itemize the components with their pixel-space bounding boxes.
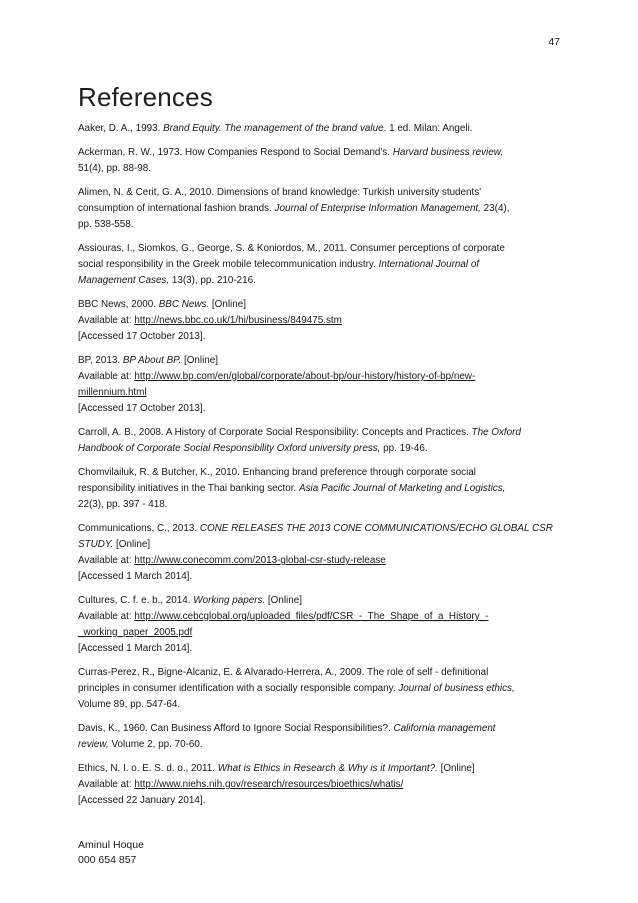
reference-text: Ackerman, R. W., 1973. How Companies Respond to Social Demand's. (78, 147, 393, 158)
reference-text: pp. 19-46. (380, 443, 428, 454)
footer-student-id: 000 654 857 (78, 854, 137, 866)
reference-text: [Accessed 1 March 2014]. (78, 643, 193, 654)
reference-line (78, 465, 562, 481)
reference-text: Alimen, N. & Cerit, G. A., 2010. Dimensions of brand knowledge: Turkish university students' (78, 187, 482, 198)
reference-title: Harvard business review, (392, 147, 504, 158)
reference-entry (78, 121, 562, 137)
reference-title: Journal of business ethics, (398, 683, 515, 694)
reference-text: [Accessed 17 October 2013]. (78, 331, 206, 342)
reference-text: Volume 89, pp. 547-64. (78, 699, 181, 710)
page-footer (78, 838, 144, 868)
reference-text: Carroll, A. B., 2008. A History of Corporate Social Responsibility: Concepts and Practices. (78, 427, 472, 438)
page-number: 47 (548, 36, 560, 48)
reference-link[interactable]: http://www.cebcglobal.org/uploaded_files/pdf/CSR_-_The_Shape_of_a_History_- (134, 611, 489, 622)
reference-text: BBC News, 2000. (78, 299, 159, 310)
reference-link[interactable]: _working_paper_2005.pdf (78, 627, 193, 638)
reference-title: STUDY. (78, 539, 114, 550)
reference-line (78, 697, 562, 713)
footer-author: Aminul Hoque (78, 839, 144, 851)
reference-line (78, 681, 562, 697)
reference-title: Brand Equity. The management of the brand value (163, 123, 384, 134)
reference-line (78, 313, 562, 329)
reference-text: [Online] (181, 355, 218, 366)
reference-text: Available at: (78, 315, 135, 326)
reference-text: Cultures, C. f. e. b., 2014. (78, 595, 194, 606)
reference-entry (78, 353, 562, 417)
reference-text: 22(3), pp. 397 - 418. (78, 499, 168, 510)
reference-text: [Online] (209, 299, 246, 310)
reference-line (78, 257, 562, 273)
reference-entry (78, 241, 562, 289)
reference-text: responsibility initiatives in the Thai banking sector. (78, 483, 300, 494)
reference-entry (78, 665, 562, 713)
reference-link[interactable]: http://www.niehs.nih.gov/research/resources/bioethics/whatis/ (134, 779, 404, 790)
reference-title: review, (78, 739, 109, 750)
reference-line (78, 593, 562, 609)
reference-line (78, 401, 562, 417)
reference-text: principles in consumer identification with a socially responsible company. (78, 683, 399, 694)
reference-line (78, 241, 562, 257)
reference-text: pp. 538-558. (78, 219, 134, 230)
reference-title: Asia Pacific Journal of Marketing and Logistics, (299, 483, 506, 494)
reference-line (78, 297, 562, 313)
reference-title: Journal of Enterprise Information Management, (274, 203, 481, 214)
reference-line (78, 145, 562, 161)
reference-entry (78, 185, 562, 233)
reference-line (78, 537, 562, 553)
reference-text: 51(4), pp. 88-98. (78, 163, 152, 174)
reference-line (78, 761, 562, 777)
reference-line (78, 777, 562, 793)
reference-text: Curras-Perez, R., Bigne-Alcaniz, E. & Alvarado-Herrera, A., 2009. The role of self - definitional (78, 667, 489, 678)
reference-text: . 1 ed. Milan: Angeli. (383, 123, 473, 134)
reference-text: Available at: (78, 611, 135, 622)
reference-text: [Online] (113, 539, 151, 550)
reference-text: Communications, C., 2013. (78, 523, 200, 534)
reference-link[interactable]: http://www.bp.com/en/global/corporate/about-bp/our-history/history-of-bp/new- (134, 371, 476, 382)
reference-entry (78, 425, 562, 457)
reference-line (78, 569, 562, 585)
reference-text: [Accessed 17 October 2013]. (78, 403, 206, 414)
reference-line (78, 273, 562, 289)
reference-text: Davis, K., 1960. Can Business Afford to Ignore Social Responsibilities?. (78, 723, 394, 734)
reference-line (78, 665, 562, 681)
reference-line (78, 609, 562, 625)
references-heading: References (78, 82, 213, 112)
reference-title: California management (393, 723, 496, 734)
reference-line (78, 793, 562, 809)
reference-text: [Online] (265, 595, 302, 606)
reference-entry (78, 761, 562, 809)
reference-title: What is Ethics in Research & Why is it Important?. (217, 763, 438, 774)
reference-entry (78, 721, 562, 753)
reference-text: Volume 2, pp. 70-60. (108, 739, 203, 750)
reference-line (78, 121, 562, 137)
reference-title: BP About BP. (122, 355, 182, 366)
reference-list (78, 121, 562, 817)
reference-text: Ethics, N. I. o. E. S. d. o., 2011. (78, 763, 218, 774)
reference-link[interactable]: http://news.bbc.co.uk/1/hi/business/849475.stm (134, 315, 342, 326)
reference-entry (78, 297, 562, 345)
reference-title: International Journal of (378, 259, 480, 270)
reference-line (78, 201, 562, 217)
reference-title: Working papers. (193, 595, 266, 606)
reference-line (78, 385, 562, 401)
reference-line (78, 369, 562, 385)
reference-line (78, 161, 562, 177)
reference-line (78, 481, 562, 497)
reference-entry (78, 465, 562, 513)
reference-line (78, 553, 562, 569)
reference-line (78, 353, 562, 369)
reference-line (78, 737, 562, 753)
reference-line (78, 217, 562, 233)
reference-line (78, 721, 562, 737)
reference-title: The Oxford (471, 427, 521, 438)
reference-line (78, 329, 562, 345)
reference-line (78, 521, 562, 537)
reference-title: BBC News. (158, 299, 210, 310)
reference-text: [Online] (437, 763, 475, 774)
reference-entry (78, 145, 562, 177)
reference-text: consumption of international fashion brands. (78, 203, 275, 214)
reference-entry (78, 521, 562, 585)
reference-text: Chomvilailuk, R. & Butcher, K., 2010. Enhancing brand preference through corporate social (78, 467, 476, 478)
reference-text: Available at: (78, 779, 135, 790)
reference-text: social responsibility in the Greek mobile telecommunication industry. (78, 259, 379, 270)
reference-text: 23(4), (480, 203, 510, 214)
reference-line (78, 185, 562, 201)
reference-title: Management Cases, (78, 275, 170, 286)
reference-text: Aaker, D. A., 1993. (78, 123, 164, 134)
reference-line (78, 625, 562, 641)
reference-line (78, 441, 562, 457)
reference-line (78, 425, 562, 441)
reference-link[interactable]: millennium.html (78, 387, 147, 398)
reference-text: Assiouras, I., Siomkos, G., George, S. & Koniordos, M., 2011. Consumer perceptions of corporate (78, 243, 505, 254)
reference-text: [Accessed 22 January 2014]. (78, 795, 206, 806)
reference-title: CONE RELEASES THE 2013 CONE COMMUNICATIONS/ECHO GLOBAL CSR (199, 523, 553, 534)
reference-text: [Accessed 1 March 2014]. (78, 571, 193, 582)
reference-entry (78, 593, 562, 657)
reference-text: Available at: (78, 371, 135, 382)
reference-text: Available at: (78, 555, 135, 566)
reference-title: Handbook of Corporate Social Responsibility Oxford university press, (78, 443, 381, 454)
reference-text: BP, 2013. (78, 355, 123, 366)
reference-line (78, 497, 562, 513)
reference-text: 13(3), pp. 210-216. (169, 275, 256, 286)
reference-link[interactable]: http://www.conecomm.com/2013-global-csr-study-release (134, 555, 386, 566)
reference-line (78, 641, 562, 657)
